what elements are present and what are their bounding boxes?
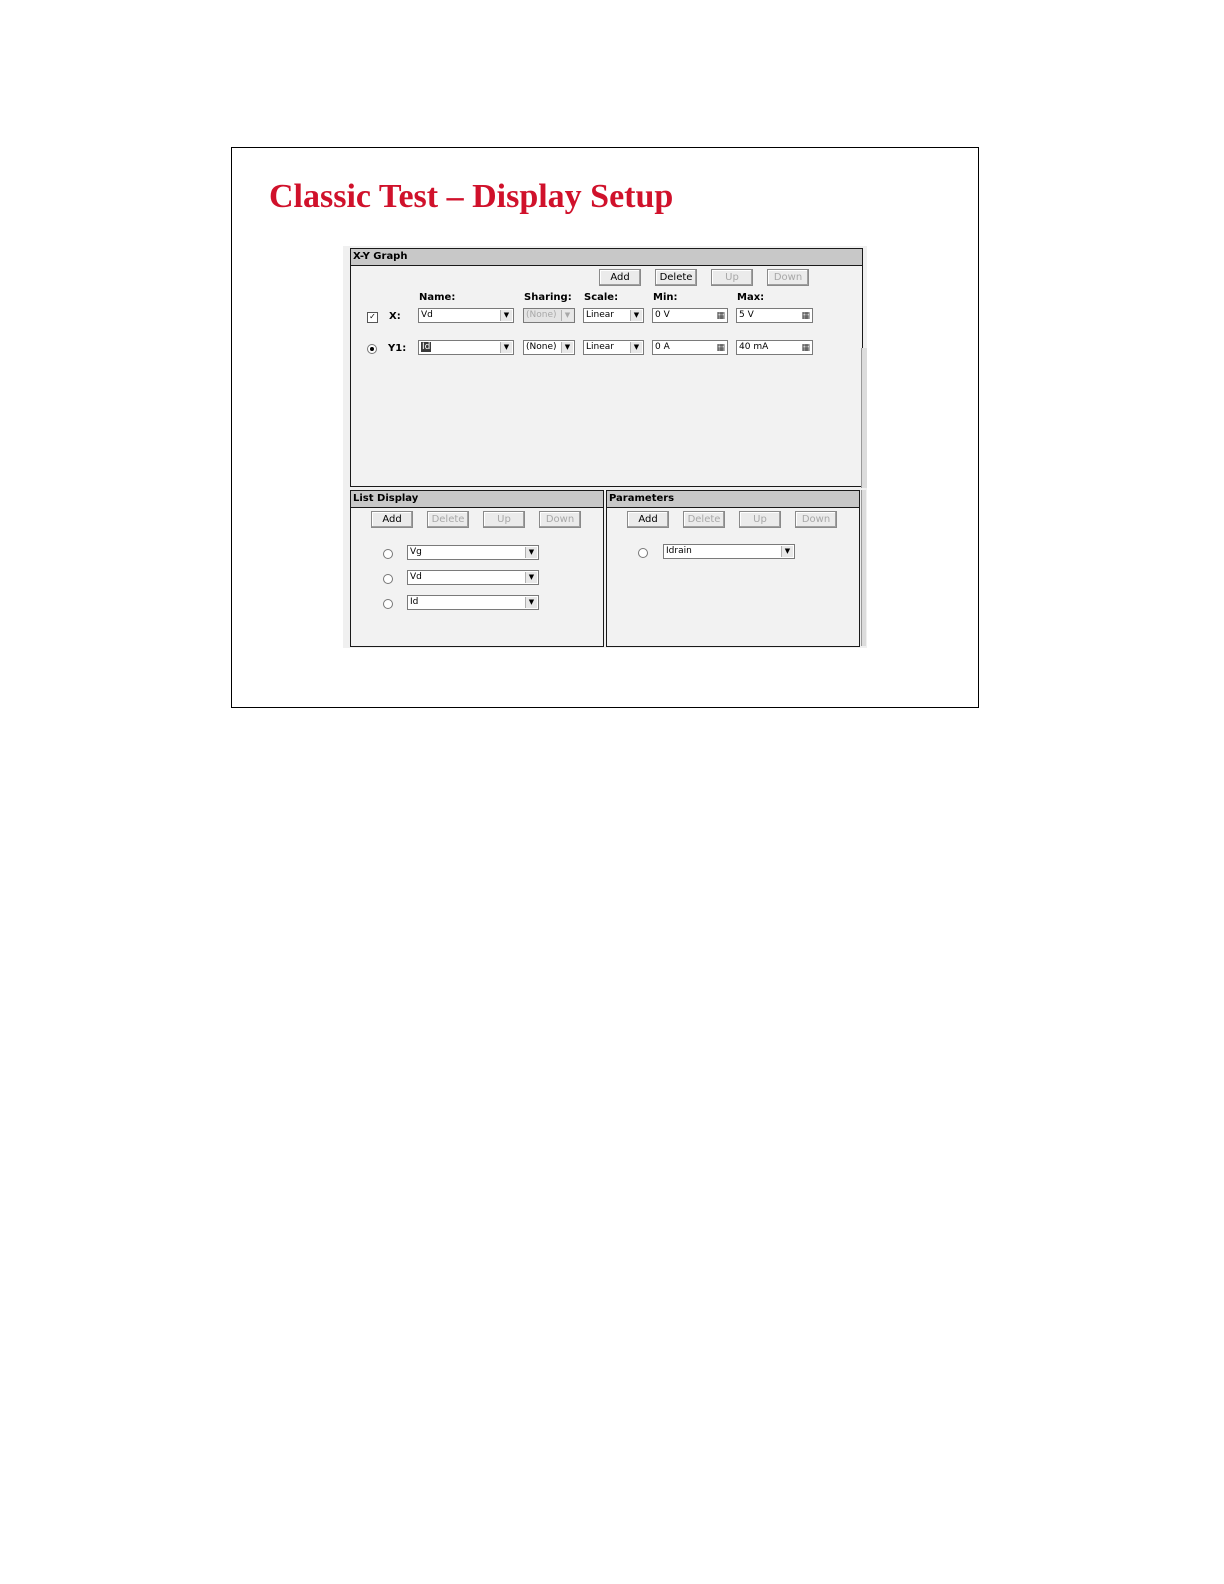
list-delete-button[interactable]: Delete bbox=[427, 511, 469, 528]
chevron-down-icon: ▼ bbox=[561, 310, 573, 321]
slide-title: Classic Test – Display Setup bbox=[269, 178, 674, 215]
list-item-radio[interactable] bbox=[383, 599, 393, 609]
xy-graph-header: X-Y Graph bbox=[351, 249, 862, 266]
chevron-down-icon[interactable]: ▼ bbox=[525, 572, 537, 583]
y1-name-dropdown[interactable] bbox=[418, 340, 514, 355]
list-add-button[interactable]: Add bbox=[371, 511, 413, 528]
x-name-value: Vd bbox=[421, 310, 433, 320]
y1-scale-dropdown[interactable] bbox=[583, 340, 644, 355]
y1-min-field[interactable] bbox=[652, 340, 728, 355]
x-scale-dropdown[interactable] bbox=[583, 308, 644, 323]
y1-max-value: 40 mA bbox=[739, 342, 769, 352]
xy-add-button[interactable]: Add bbox=[599, 269, 641, 286]
y1-max-field[interactable] bbox=[736, 340, 813, 355]
column-header-sharing: Sharing: bbox=[524, 292, 572, 303]
xy-graph-scrollbar[interactable] bbox=[861, 348, 867, 488]
params-delete-button[interactable]: Delete bbox=[683, 511, 725, 528]
chevron-down-icon[interactable]: ▼ bbox=[630, 342, 642, 353]
display-setup-screenshot bbox=[343, 246, 867, 648]
x-sharing-value: (None) bbox=[526, 310, 557, 320]
y1-scale-value: Linear bbox=[586, 342, 614, 352]
xy-graph-panel bbox=[350, 248, 863, 487]
y1-axis-radio[interactable] bbox=[367, 344, 377, 354]
chevron-down-icon[interactable]: ▼ bbox=[525, 597, 537, 608]
parameters-scrollbar[interactable] bbox=[861, 490, 866, 646]
list-up-button[interactable]: Up bbox=[483, 511, 525, 528]
list-item-value: Id bbox=[410, 597, 419, 607]
x-name-dropdown[interactable] bbox=[418, 308, 514, 323]
chevron-down-icon[interactable]: ▼ bbox=[630, 310, 642, 321]
x-max-value: 5 V bbox=[739, 310, 754, 320]
chevron-down-icon[interactable]: ▼ bbox=[500, 310, 512, 321]
parameter-item-dropdown[interactable] bbox=[663, 544, 795, 559]
chevron-down-icon[interactable]: ▼ bbox=[561, 342, 573, 353]
parameters-panel bbox=[606, 490, 860, 647]
list-display-header: List Display bbox=[351, 491, 603, 508]
chevron-down-icon[interactable]: ▼ bbox=[525, 547, 537, 558]
list-item-value: Vd bbox=[410, 572, 422, 582]
column-header-scale: Scale: bbox=[584, 292, 619, 303]
chevron-down-icon[interactable]: ▼ bbox=[781, 546, 793, 557]
x-min-field[interactable] bbox=[652, 308, 728, 323]
xy-up-button[interactable]: Up bbox=[711, 269, 753, 286]
parameters-header: Parameters bbox=[607, 491, 859, 508]
y1-sharing-value: (None) bbox=[526, 342, 557, 352]
params-add-button[interactable]: Add bbox=[627, 511, 669, 528]
parameter-item-radio[interactable] bbox=[638, 548, 648, 558]
x-scale-value: Linear bbox=[586, 310, 614, 320]
chevron-down-icon[interactable]: ▼ bbox=[500, 342, 512, 353]
column-header-max: Max: bbox=[737, 292, 765, 303]
list-item-dropdown[interactable] bbox=[407, 570, 539, 585]
xy-delete-button[interactable]: Delete bbox=[655, 269, 697, 286]
list-down-button[interactable]: Down bbox=[539, 511, 581, 528]
y1-min-value: 0 A bbox=[655, 342, 670, 352]
slide bbox=[231, 147, 979, 708]
params-up-button[interactable]: Up bbox=[739, 511, 781, 528]
xy-down-button[interactable]: Down bbox=[767, 269, 809, 286]
params-down-button[interactable]: Down bbox=[795, 511, 837, 528]
column-header-name: Name: bbox=[419, 292, 456, 303]
calculator-icon[interactable]: ▦ bbox=[716, 343, 725, 353]
list-display-panel bbox=[350, 490, 604, 647]
x-sharing-dropdown bbox=[523, 308, 575, 323]
y1-name-value: Id bbox=[422, 342, 431, 352]
parameter-item-value: Idrain bbox=[666, 546, 692, 556]
x-min-value: 0 V bbox=[655, 310, 670, 320]
x-axis-label: X: bbox=[389, 311, 401, 322]
x-max-field[interactable] bbox=[736, 308, 813, 323]
column-header-min: Min: bbox=[653, 292, 678, 303]
list-item-radio[interactable] bbox=[383, 549, 393, 559]
y1-sharing-dropdown[interactable] bbox=[523, 340, 575, 355]
x-axis-checkbox[interactable] bbox=[367, 312, 378, 323]
calculator-icon[interactable]: ▦ bbox=[801, 343, 810, 353]
calculator-icon[interactable]: ▦ bbox=[801, 311, 810, 321]
checkmark-icon: ✓ bbox=[369, 312, 376, 321]
list-item-value: Vg bbox=[410, 547, 422, 557]
list-item-dropdown[interactable] bbox=[407, 545, 539, 560]
list-item-radio[interactable] bbox=[383, 574, 393, 584]
calculator-icon[interactable]: ▦ bbox=[716, 311, 725, 321]
y1-axis-label: Y1: bbox=[388, 343, 407, 354]
list-item-dropdown[interactable] bbox=[407, 595, 539, 610]
